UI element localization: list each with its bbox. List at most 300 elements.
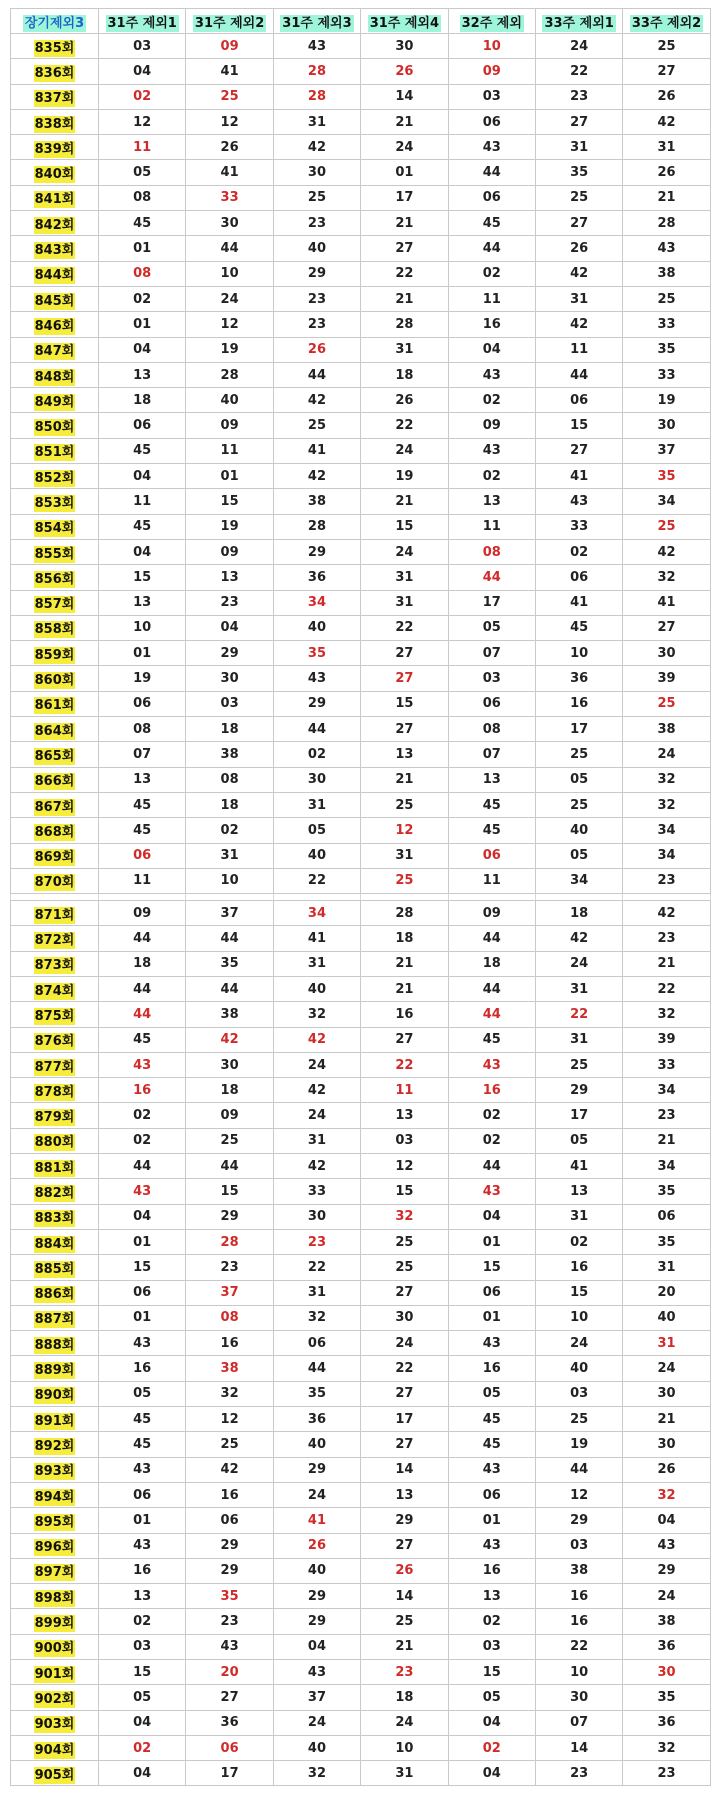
number-cell: 35: [273, 641, 360, 666]
round-label: 859회: [34, 647, 75, 663]
number-cell: 12: [186, 109, 273, 134]
round-label: 904회: [34, 1742, 75, 1758]
number-cell: 13: [448, 1584, 535, 1609]
number-cell: 19: [186, 337, 273, 362]
round-cell: [11, 767, 99, 792]
number-cell: 45: [448, 211, 535, 236]
number-cell: 40: [535, 1356, 622, 1381]
number-cell: 31: [273, 1280, 360, 1305]
number-cell: 27: [361, 717, 448, 742]
number-cell: 06: [448, 109, 535, 134]
round-cell: [11, 1027, 99, 1052]
number-cell: 21: [361, 286, 448, 311]
number-cell: 02: [273, 742, 360, 767]
number-cell: 20: [623, 1280, 710, 1305]
number-cell: 26: [623, 1457, 710, 1482]
number-cell: 44: [99, 976, 186, 1001]
number-cell: 24: [535, 1331, 622, 1356]
number-cell: 01: [186, 464, 273, 489]
table-row: [11, 818, 711, 843]
round-cell: [11, 1761, 99, 1786]
number-cell: 01: [99, 312, 186, 337]
header-label: 31주 제외1: [107, 15, 177, 31]
number-cell: 08: [99, 185, 186, 210]
number-cell: 05: [99, 160, 186, 185]
number-cell: 31: [535, 286, 622, 311]
number-cell: 29: [535, 1508, 622, 1533]
round-label: 860회: [34, 673, 75, 689]
number-cell: 34: [623, 489, 710, 514]
gap-cell: [623, 894, 710, 901]
round-label: 886회: [34, 1287, 75, 1303]
number-cell: 41: [273, 438, 360, 463]
round-label: 895회: [34, 1514, 75, 1530]
number-cell: 18: [186, 1078, 273, 1103]
number-cell: 25: [623, 34, 710, 59]
table-row: [11, 868, 711, 893]
table-row: [11, 464, 711, 489]
number-cell: 37: [186, 901, 273, 926]
round-cell: [11, 211, 99, 236]
round-label: 887회: [34, 1312, 75, 1328]
round-cell: [11, 868, 99, 893]
table-row: [11, 286, 711, 311]
round-label: 881회: [34, 1160, 75, 1176]
number-cell: 04: [99, 464, 186, 489]
round-label: 861회: [34, 698, 75, 714]
round-label: 840회: [34, 167, 75, 183]
number-cell: 43: [448, 1457, 535, 1482]
table-row: [11, 717, 711, 742]
number-cell: 10: [535, 1660, 622, 1685]
number-cell: 18: [361, 362, 448, 387]
round-label: 891회: [34, 1413, 75, 1429]
round-cell: [11, 109, 99, 134]
number-cell: 34: [623, 1078, 710, 1103]
round-cell: [11, 489, 99, 514]
number-cell: 10: [535, 641, 622, 666]
table-row: [11, 59, 711, 84]
number-cell: 24: [361, 539, 448, 564]
table-row: [11, 767, 711, 792]
number-cell: 05: [535, 767, 622, 792]
table-row: [11, 135, 711, 160]
number-cell: 09: [448, 901, 535, 926]
table-row: [11, 1052, 711, 1077]
number-cell: 31: [361, 843, 448, 868]
number-cell: 25: [361, 1609, 448, 1634]
number-cell: 21: [361, 1634, 448, 1659]
number-cell: 45: [99, 1027, 186, 1052]
number-cell: 44: [273, 717, 360, 742]
round-cell: [11, 1457, 99, 1482]
round-cell: [11, 1710, 99, 1735]
number-cell: 36: [273, 565, 360, 590]
round-cell: [11, 59, 99, 84]
table-row: [11, 1508, 711, 1533]
number-cell: 34: [273, 901, 360, 926]
number-cell: 28: [273, 59, 360, 84]
number-cell: 42: [186, 1457, 273, 1482]
number-cell: 05: [448, 615, 535, 640]
number-cell: 16: [99, 1558, 186, 1583]
round-cell: [11, 160, 99, 185]
number-cell: 32: [273, 1305, 360, 1330]
number-cell: 35: [623, 337, 710, 362]
number-cell: 31: [535, 1204, 622, 1229]
number-cell: 06: [448, 843, 535, 868]
number-cell: 26: [273, 1533, 360, 1558]
number-cell: 33: [186, 185, 273, 210]
number-cell: 04: [99, 539, 186, 564]
round-cell: [11, 413, 99, 438]
number-cell: 16: [186, 1331, 273, 1356]
round-label: 877회: [34, 1059, 75, 1075]
number-cell: 01: [99, 236, 186, 261]
number-cell: 02: [448, 1735, 535, 1760]
table-row: [11, 976, 711, 1001]
number-cell: 12: [361, 818, 448, 843]
header-cell: [273, 9, 360, 34]
number-cell: 25: [623, 514, 710, 539]
number-cell: 21: [623, 951, 710, 976]
round-cell: [11, 843, 99, 868]
number-cell: 03: [535, 1381, 622, 1406]
number-cell: 44: [448, 236, 535, 261]
round-label: 870회: [34, 875, 75, 891]
number-cell: 18: [99, 951, 186, 976]
number-cell: 17: [535, 717, 622, 742]
number-cell: 27: [361, 1381, 448, 1406]
round-label: 892회: [34, 1438, 75, 1454]
number-cell: 38: [623, 261, 710, 286]
table-row: [11, 109, 711, 134]
number-cell: 24: [186, 286, 273, 311]
number-cell: 30: [623, 641, 710, 666]
table-row: [11, 742, 711, 767]
table-row: [11, 1154, 711, 1179]
number-cell: 06: [186, 1735, 273, 1760]
table-row: [11, 590, 711, 615]
round-cell: [11, 1558, 99, 1583]
number-cell: 10: [186, 868, 273, 893]
number-cell: 18: [535, 901, 622, 926]
round-cell: [11, 286, 99, 311]
number-cell: 30: [623, 1660, 710, 1685]
number-cell: 16: [535, 1609, 622, 1634]
round-cell: [11, 666, 99, 691]
number-cell: 01: [99, 1508, 186, 1533]
number-cell: 17: [535, 1103, 622, 1128]
number-cell: 36: [273, 1407, 360, 1432]
number-cell: 16: [99, 1078, 186, 1103]
number-cell: 27: [361, 1432, 448, 1457]
round-cell: [11, 1508, 99, 1533]
number-cell: 09: [448, 413, 535, 438]
number-cell: 43: [186, 1634, 273, 1659]
table-row: [11, 666, 711, 691]
number-cell: 23: [186, 1609, 273, 1634]
round-label: 885회: [34, 1261, 75, 1277]
number-cell: 13: [99, 362, 186, 387]
number-cell: 11: [448, 286, 535, 311]
table-row: [11, 1710, 711, 1735]
number-cell: 04: [448, 1204, 535, 1229]
number-cell: 15: [535, 413, 622, 438]
round-label: 857회: [34, 597, 75, 613]
number-cell: 23: [273, 1229, 360, 1254]
number-cell: 44: [273, 1356, 360, 1381]
number-cell: 33: [535, 514, 622, 539]
table-row: [11, 565, 711, 590]
number-cell: 13: [99, 1584, 186, 1609]
number-cell: 45: [448, 1027, 535, 1052]
number-cell: 33: [623, 1052, 710, 1077]
round-label: 898회: [34, 1590, 75, 1606]
number-cell: 22: [623, 976, 710, 1001]
number-cell: 06: [448, 185, 535, 210]
number-cell: 02: [448, 464, 535, 489]
number-cell: 01: [448, 1305, 535, 1330]
number-cell: 43: [448, 438, 535, 463]
number-cell: 32: [623, 792, 710, 817]
number-cell: 31: [535, 976, 622, 1001]
round-label: 905회: [34, 1767, 75, 1783]
number-cell: 42: [186, 1027, 273, 1052]
round-label: 841회: [34, 192, 75, 208]
number-cell: 43: [99, 1179, 186, 1204]
round-cell: [11, 1305, 99, 1330]
number-cell: 16: [535, 1255, 622, 1280]
number-cell: 13: [99, 767, 186, 792]
number-cell: 29: [273, 1609, 360, 1634]
number-cell: 30: [361, 1305, 448, 1330]
number-cell: 21: [361, 976, 448, 1001]
number-cell: 32: [623, 767, 710, 792]
number-cell: 25: [361, 868, 448, 893]
round-label: 873회: [34, 958, 75, 974]
number-cell: 38: [186, 742, 273, 767]
number-cell: 24: [273, 1103, 360, 1128]
number-cell: 23: [535, 84, 622, 109]
number-cell: 40: [623, 1305, 710, 1330]
round-cell: [11, 514, 99, 539]
table-row: [11, 1761, 711, 1786]
number-cell: 12: [99, 109, 186, 134]
number-cell: 03: [448, 84, 535, 109]
round-label: 900회: [34, 1641, 75, 1657]
number-cell: 44: [186, 926, 273, 951]
gap-cell: [99, 894, 186, 901]
table-row: [11, 901, 711, 926]
number-cell: 35: [186, 951, 273, 976]
number-cell: 21: [361, 951, 448, 976]
number-cell: 35: [623, 1685, 710, 1710]
number-cell: 45: [448, 792, 535, 817]
number-cell: 16: [186, 1482, 273, 1507]
round-label: 864회: [34, 723, 75, 739]
number-cell: 26: [186, 135, 273, 160]
number-cell: 24: [361, 1710, 448, 1735]
table-row: [11, 1432, 711, 1457]
number-cell: 27: [535, 109, 622, 134]
number-cell: 29: [273, 691, 360, 716]
number-cell: 18: [186, 717, 273, 742]
number-cell: 16: [535, 691, 622, 716]
number-cell: 15: [99, 1660, 186, 1685]
number-cell: 05: [99, 1381, 186, 1406]
round-label: 871회: [34, 907, 75, 923]
number-cell: 39: [623, 1027, 710, 1052]
number-cell: 27: [361, 1027, 448, 1052]
number-cell: 44: [448, 160, 535, 185]
header-label: 31주 제외2: [194, 15, 265, 31]
number-cell: 20: [186, 1660, 273, 1685]
table-row: [11, 1103, 711, 1128]
round-label: 868회: [34, 824, 75, 840]
number-cell: 40: [273, 236, 360, 261]
table-row: [11, 691, 711, 716]
number-cell: 25: [273, 413, 360, 438]
number-cell: 07: [99, 742, 186, 767]
number-cell: 45: [99, 818, 186, 843]
round-cell: [11, 1229, 99, 1254]
number-cell: 38: [186, 1002, 273, 1027]
number-cell: 44: [186, 976, 273, 1001]
round-cell: [11, 926, 99, 951]
round-label: 865회: [34, 748, 75, 764]
number-cell: 23: [623, 1761, 710, 1786]
number-cell: 16: [448, 1356, 535, 1381]
number-cell: 25: [623, 691, 710, 716]
number-cell: 43: [623, 236, 710, 261]
round-cell: [11, 236, 99, 261]
number-cell: 13: [186, 565, 273, 590]
number-cell: 44: [535, 1457, 622, 1482]
number-cell: 43: [273, 666, 360, 691]
number-cell: 17: [186, 1761, 273, 1786]
number-cell: 25: [361, 1255, 448, 1280]
round-cell: [11, 362, 99, 387]
number-cell: 25: [186, 84, 273, 109]
round-cell: [11, 1255, 99, 1280]
round-label: 836회: [34, 65, 75, 81]
number-cell: 43: [535, 489, 622, 514]
number-cell: 15: [99, 1255, 186, 1280]
round-cell: [11, 1735, 99, 1760]
table-row: [11, 641, 711, 666]
number-cell: 13: [361, 742, 448, 767]
round-label: 843회: [34, 243, 75, 259]
table-row: [11, 1078, 711, 1103]
table-row: [11, 413, 711, 438]
round-cell: [11, 1002, 99, 1027]
header-cell: [448, 9, 535, 34]
number-cell: 06: [448, 1482, 535, 1507]
round-label: 853회: [34, 495, 75, 511]
number-cell: 30: [623, 1432, 710, 1457]
table-row: [11, 1685, 711, 1710]
number-cell: 34: [623, 818, 710, 843]
number-cell: 39: [623, 666, 710, 691]
number-cell: 32: [273, 1761, 360, 1786]
number-cell: 04: [99, 59, 186, 84]
number-cell: 43: [448, 1533, 535, 1558]
number-cell: 44: [535, 362, 622, 387]
number-cell: 02: [99, 1735, 186, 1760]
round-cell: [11, 1634, 99, 1659]
number-cell: 38: [186, 1356, 273, 1381]
number-cell: 11: [535, 337, 622, 362]
round-cell: [11, 438, 99, 463]
number-cell: 16: [448, 312, 535, 337]
table-row: [11, 211, 711, 236]
number-cell: 25: [361, 792, 448, 817]
number-cell: 35: [535, 160, 622, 185]
table-row: [11, 1229, 711, 1254]
number-cell: 41: [535, 1154, 622, 1179]
round-label: 875회: [34, 1008, 75, 1024]
number-cell: 42: [535, 926, 622, 951]
number-cell: 22: [273, 868, 360, 893]
number-cell: 21: [623, 1407, 710, 1432]
round-label: 854회: [34, 521, 75, 537]
number-cell: 12: [186, 1407, 273, 1432]
number-cell: 19: [623, 388, 710, 413]
round-label: 858회: [34, 622, 75, 638]
number-cell: 42: [535, 312, 622, 337]
round-cell: [11, 185, 99, 210]
number-cell: 26: [623, 160, 710, 185]
number-cell: 24: [535, 951, 622, 976]
round-label: 848회: [34, 369, 75, 385]
number-cell: 03: [99, 34, 186, 59]
header-label: 32주 제외: [461, 15, 522, 31]
row-gap: [11, 894, 711, 901]
number-cell: 09: [186, 413, 273, 438]
number-cell: 31: [361, 590, 448, 615]
number-cell: 19: [535, 1432, 622, 1457]
number-cell: 23: [623, 868, 710, 893]
number-cell: 44: [448, 1154, 535, 1179]
number-cell: 25: [535, 185, 622, 210]
number-cell: 22: [535, 1634, 622, 1659]
number-cell: 43: [448, 1179, 535, 1204]
table-row: [11, 1660, 711, 1685]
number-cell: 45: [535, 615, 622, 640]
number-cell: 36: [535, 666, 622, 691]
number-cell: 40: [273, 843, 360, 868]
number-cell: 31: [273, 1128, 360, 1153]
number-cell: 45: [448, 1407, 535, 1432]
number-cell: 03: [361, 1128, 448, 1153]
number-cell: 30: [361, 34, 448, 59]
table-row: [11, 1609, 711, 1634]
number-cell: 35: [186, 1584, 273, 1609]
number-cell: 16: [99, 1356, 186, 1381]
number-cell: 43: [448, 135, 535, 160]
number-cell: 34: [623, 843, 710, 868]
round-cell: [11, 818, 99, 843]
number-cell: 11: [448, 514, 535, 539]
round-label: 850회: [34, 420, 75, 436]
number-cell: 03: [99, 1634, 186, 1659]
number-cell: 11: [186, 438, 273, 463]
round-cell: [11, 1204, 99, 1229]
header-cell: [623, 9, 710, 34]
number-cell: 19: [186, 514, 273, 539]
table-row: [11, 160, 711, 185]
